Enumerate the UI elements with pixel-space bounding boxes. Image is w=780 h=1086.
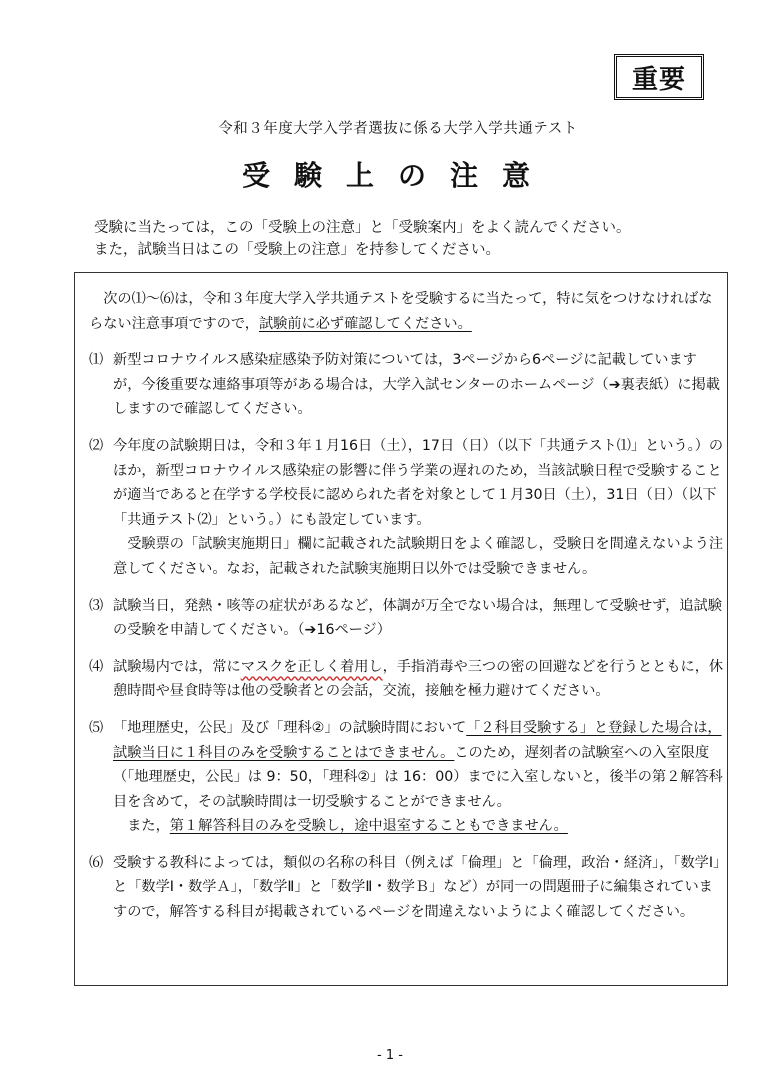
page-subtitle: 令和３年度大学入学者選抜に係る大学入学共通テスト (218, 121, 578, 137)
notice-item-number: ⑸ (89, 719, 104, 736)
page-number: - 1 - (377, 1048, 403, 1063)
notice-item-underline: 「２科目受験する」と登録した場合は，試験当日に１科目のみを受験することはできません。 (113, 719, 722, 761)
page-title: 受験上の注意 (241, 159, 554, 192)
intro-text (94, 217, 734, 261)
notice-lead (89, 287, 725, 336)
notice-item-6 (89, 851, 725, 925)
notice-item-text-part: ，手指消毒や三つの密の回避などを行うとともに，休憩時間や昼食時等は他の受験者との会話，交流，接触を極力避けてください。 (113, 658, 724, 700)
intro-line: 受験に当たっては，この「受験上の注意」と「受験案内」をよく読んでください。 (94, 220, 631, 236)
notice-item-paragraph (113, 814, 725, 839)
notice-item-1 (89, 348, 725, 422)
notice-item-underline: 第１解答科目のみを受験し，途中退室することもできません。 (169, 818, 568, 835)
notice-item-number: ⑹ (89, 854, 104, 871)
notice-item-text: 受験する教科によっては，類似の名称の科目（例えば「倫理」と「倫理，政治・経済」，「数学Ⅰ」と「数学Ⅰ・数学Ａ」，「数学Ⅱ」と「数学Ⅱ・数学Ｂ」など）が同一の問題冊子に編集されていますので，解答する科目が掲載されているページを間違えないようによく確認してください。 (113, 854, 721, 921)
notice-item-text (113, 716, 725, 839)
notice-item-number: ⑵ (89, 437, 104, 454)
notice-item-paragraph: 今年度の試験期日は，令和３年１月16日（土），17日（日）（以下「共通テスト⑴」という。）のほか，新型コロナウイルス感染症の影響に伴う学業の遅れのため，当該試験日程で受験することが適当であると在学する学校長に認められた者を対象として１月30日（土），31日（日）（以下「共通テスト⑵」という。）にも設定しています。 (113, 437, 724, 528)
notice-box (74, 272, 728, 986)
notice-item-number: ⑴ (89, 352, 104, 369)
notice-item-paragraph (113, 716, 725, 814)
notice-item-text (113, 434, 725, 582)
notice-item-4 (89, 655, 725, 704)
notice-item-text: 新型コロナウイルス感染症感染予防対策については，3ページから6ページに記載していますが，今後重要な連絡事項等がある場合は，大学入試センターのホームページ（➔裏表紙）に掲載しますので確認してください。 (113, 352, 720, 418)
notice-box-content (89, 287, 725, 937)
notice-item-5 (89, 716, 725, 839)
notice-item-text (113, 655, 725, 704)
notice-item-number: ⑶ (89, 597, 104, 614)
notice-lead-text: 次の⑴～⑹は，令和３年度大学入学共通テストを受験するに当たって，特に気をつけなければならない注意事項ですので， (89, 291, 713, 332)
intro-line: また，試験当日はこの「受験上の注意」を持参してください。 (94, 242, 500, 258)
notice-item-2 (89, 434, 725, 582)
notice-lead-underline: 試験前に必ず確認してください。 (258, 315, 472, 332)
important-badge: 重要 (614, 54, 704, 100)
notice-item-text-part: 「地理歴史，公民」及び「理科②」の試験時間において (113, 719, 467, 736)
mask-emphasis: マスクを正しく着用し (240, 658, 383, 675)
notice-item-3 (89, 594, 725, 643)
notice-item-text-part: 試験場内では，常に (113, 658, 241, 675)
notice-item-text-part: また， (127, 818, 170, 835)
notice-item-paragraph: 受験票の「試験実施期日」欄に記載された試験期日をよく確認し，受験日を間違えないよう注意してください。なお，記載された試験実施期日以外では受験できません。 (113, 536, 724, 577)
notice-item-text: 試験当日，発熱・咳等の症状があるなど，体調が万全でない場合は，無理して受験せず，追試験の受験を申請してください。（➔16ページ） (113, 597, 722, 639)
notice-item-number: ⑷ (89, 658, 104, 675)
notice-item-text-part: このため，遅刻者の試験室への入室限度（「地理歴史，公民」は 9：50，「理科②」は 16：00）までに入室しないと，後半の第２解答科目を含めて，その試験時間は一切受験することができません。 (113, 744, 723, 810)
